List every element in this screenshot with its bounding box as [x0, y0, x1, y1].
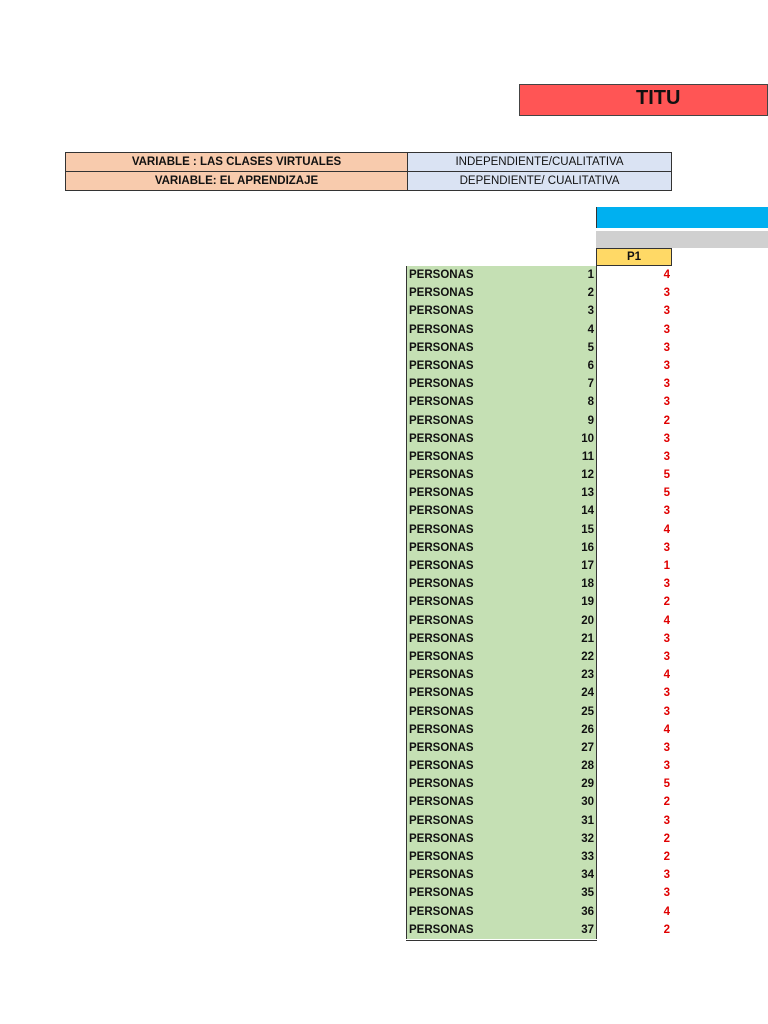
table-row [406, 539, 672, 557]
p1-value: 4 [596, 666, 672, 684]
row-label: PERSONAS [406, 575, 596, 593]
row-number: 19 [581, 596, 594, 609]
row-number: 7 [587, 378, 594, 391]
table-row [406, 775, 672, 793]
row-label: PERSONAS [406, 448, 596, 466]
p1-value: 2 [596, 593, 672, 611]
row-number: 22 [581, 650, 594, 663]
variable-label: VARIABLE : LAS CLASES VIRTUALES [66, 153, 408, 172]
table-row [406, 430, 672, 448]
row-label: PERSONAS [406, 721, 596, 739]
p1-value: 4 [596, 266, 672, 284]
table-row [406, 866, 672, 884]
p1-value: 5 [596, 775, 672, 793]
row-number: 2 [587, 287, 594, 300]
p1-value: 2 [596, 412, 672, 430]
table-row [406, 321, 672, 339]
table-row [406, 630, 672, 648]
row-label: PERSONAS [406, 703, 596, 721]
row-label: PERSONAS [406, 502, 596, 520]
row-number: 25 [581, 705, 594, 718]
row-label: PERSONAS [406, 302, 596, 320]
p1-value: 3 [596, 703, 672, 721]
table-row [406, 448, 672, 466]
row-number: 23 [581, 669, 594, 682]
p1-value: 3 [596, 430, 672, 448]
table-row [406, 466, 672, 484]
table-row [406, 521, 672, 539]
p1-value: 3 [596, 866, 672, 884]
row-number: 28 [581, 760, 594, 773]
row-label: PERSONAS [406, 884, 596, 902]
row-number: 21 [581, 632, 594, 645]
p1-value: 3 [596, 357, 672, 375]
row-number: 13 [581, 487, 594, 500]
p1-value: 3 [596, 284, 672, 302]
row-label: PERSONAS [406, 666, 596, 684]
row-number: 1 [587, 269, 594, 281]
table-row [406, 848, 672, 866]
row-number: 29 [581, 778, 594, 791]
p1-value: 5 [596, 466, 672, 484]
table-row [406, 339, 672, 357]
row-number: 6 [587, 359, 594, 372]
p1-value: 3 [596, 539, 672, 557]
row-label: PERSONAS [406, 866, 596, 884]
p1-value: 2 [596, 793, 672, 811]
p1-value: 3 [596, 684, 672, 702]
table-row [406, 721, 672, 739]
table-row [406, 502, 672, 520]
row-label: PERSONAS [406, 466, 596, 484]
row-number: 12 [581, 469, 594, 482]
title-text: TITU [636, 87, 681, 109]
table-row [406, 757, 672, 775]
p1-value: 3 [596, 648, 672, 666]
row-label: PERSONAS [406, 775, 596, 793]
table-row [406, 412, 672, 430]
row-number: 5 [587, 341, 594, 354]
row-label: PERSONAS [406, 539, 596, 557]
table-row [406, 884, 672, 902]
table-row [406, 703, 672, 721]
row-number: 36 [581, 905, 594, 918]
p1-value: 3 [596, 321, 672, 339]
p1-value: 3 [596, 393, 672, 411]
table-row [406, 684, 672, 702]
p1-value: 3 [596, 630, 672, 648]
row-number: 9 [587, 414, 594, 427]
row-number: 30 [581, 796, 594, 809]
row-number: 14 [581, 505, 594, 518]
row-number: 20 [581, 614, 594, 627]
row-number: 4 [587, 323, 594, 336]
row-label: PERSONAS [406, 339, 596, 357]
table-row [406, 903, 672, 921]
table-row [406, 739, 672, 757]
p1-value: 3 [596, 575, 672, 593]
table-row [406, 812, 672, 830]
table-row [406, 648, 672, 666]
row-label: PERSONAS [406, 648, 596, 666]
row-number: 24 [581, 687, 594, 700]
row-number: 17 [581, 560, 594, 572]
variables-table [65, 152, 672, 191]
table-row [406, 266, 672, 284]
p1-value: 3 [596, 339, 672, 357]
p1-value: 2 [596, 848, 672, 866]
row-number: 26 [581, 723, 594, 736]
row-label: PERSONAS [406, 684, 596, 702]
p1-value: 3 [596, 812, 672, 830]
p1-value: 3 [596, 448, 672, 466]
table-row [406, 375, 672, 393]
variable-type: DEPENDIENTE/ CUALITATIVA [408, 172, 672, 191]
p1-value: 3 [596, 302, 672, 320]
p1-value: 3 [596, 502, 672, 520]
table-row [406, 666, 672, 684]
variable-row [66, 172, 672, 191]
p1-value: 3 [596, 757, 672, 775]
row-label: PERSONAS [406, 321, 596, 339]
row-number: 34 [581, 869, 594, 882]
p1-value: 4 [596, 521, 672, 539]
row-number: 3 [587, 305, 594, 318]
p1-value: 3 [596, 375, 672, 393]
table-row [406, 830, 672, 848]
row-label: PERSONAS [406, 412, 596, 430]
row-label: PERSONAS [406, 793, 596, 811]
row-label: PERSONAS [406, 266, 596, 284]
row-number: 16 [581, 541, 594, 554]
column-header-p1: P1 [596, 248, 672, 266]
p1-value: 2 [596, 921, 672, 939]
row-number: 11 [581, 450, 594, 463]
responses-table [406, 266, 672, 939]
p1-value: 4 [596, 721, 672, 739]
table-row [406, 793, 672, 811]
table-row [406, 393, 672, 411]
row-label: PERSONAS [406, 812, 596, 830]
row-label: PERSONAS [406, 357, 596, 375]
row-label: PERSONAS [406, 375, 596, 393]
row-label: PERSONAS [406, 739, 596, 757]
p1-value: 3 [596, 739, 672, 757]
variable-label: VARIABLE: EL APRENDIZAJE [66, 172, 408, 191]
row-label: PERSONAS [406, 630, 596, 648]
table-row [406, 921, 672, 939]
table-row [406, 575, 672, 593]
row-label: PERSONAS [406, 612, 596, 630]
table-row [406, 484, 672, 502]
row-number: 32 [581, 832, 594, 845]
row-label: PERSONAS [406, 757, 596, 775]
title-cell [519, 84, 768, 116]
table-row [406, 357, 672, 375]
row-number: 35 [581, 887, 594, 900]
variable-type: INDEPENDIENTE/CUALITATIVA [408, 153, 672, 172]
row-label: PERSONAS [406, 521, 596, 539]
row-number: 27 [581, 741, 594, 754]
row-number: 8 [587, 396, 594, 409]
table-row [406, 557, 672, 575]
row-label: PERSONAS [406, 593, 596, 611]
p1-value: 4 [596, 612, 672, 630]
row-label: PERSONAS [406, 557, 596, 575]
p1-value: 4 [596, 903, 672, 921]
table-bottom-border [406, 940, 597, 941]
variable-row [66, 153, 672, 172]
row-number: 33 [581, 851, 594, 863]
p1-value: 1 [596, 557, 672, 575]
row-number: 10 [581, 432, 594, 445]
row-number: 31 [581, 814, 594, 827]
table-row [406, 612, 672, 630]
p1-value: 5 [596, 484, 672, 502]
row-label: PERSONAS [406, 484, 596, 502]
row-label: PERSONAS [406, 921, 596, 939]
row-number: 37 [581, 923, 594, 936]
row-label: PERSONAS [406, 903, 596, 921]
row-number: 18 [581, 578, 594, 591]
table-row [406, 593, 672, 611]
row-label: PERSONAS [406, 284, 596, 302]
row-label: PERSONAS [406, 430, 596, 448]
p1-value: 3 [596, 884, 672, 902]
row-number: 15 [581, 523, 594, 536]
p1-value: 2 [596, 830, 672, 848]
table-row [406, 284, 672, 302]
header-band-blue [596, 207, 768, 228]
row-label: PERSONAS [406, 848, 596, 866]
row-label: PERSONAS [406, 393, 596, 411]
header-band-gray [596, 231, 768, 248]
row-label: PERSONAS [406, 830, 596, 848]
table-row [406, 302, 672, 320]
